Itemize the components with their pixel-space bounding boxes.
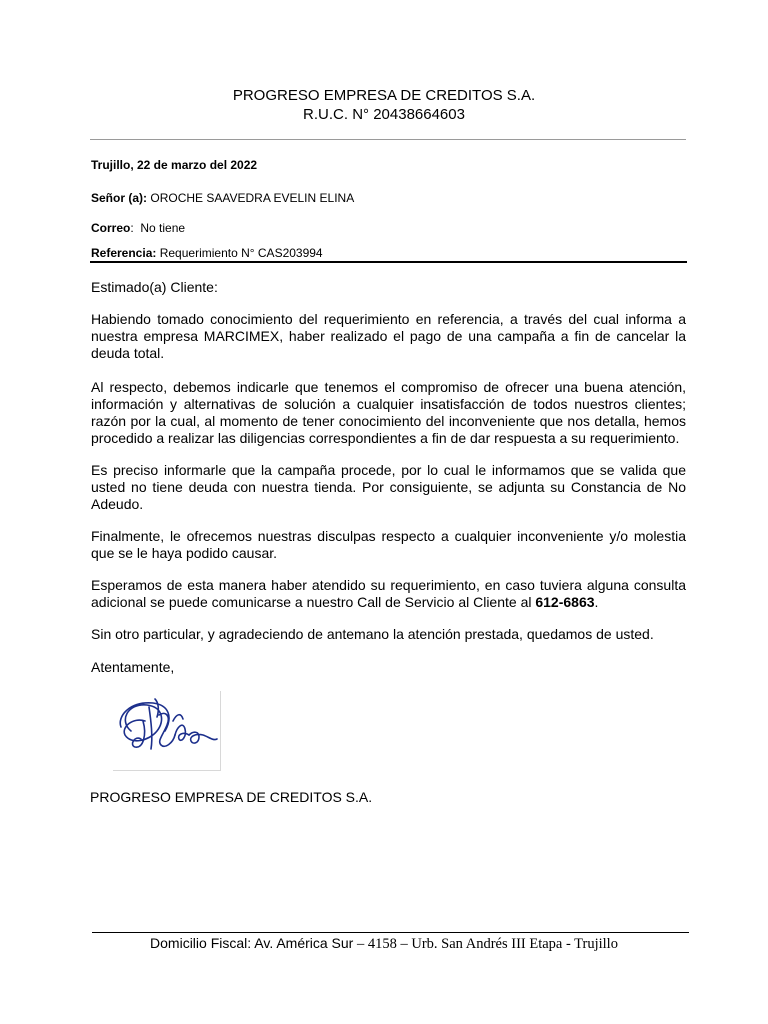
reference-label: Referencia: [91, 246, 157, 260]
footer-address-detail: – 4158 – Urb. San Andrés III Etapa - Trujillo [353, 936, 618, 952]
paragraph-5-end: . [594, 594, 599, 610]
greeting: Estimado(a) Cliente: [91, 279, 218, 295]
footer-divider [92, 932, 689, 933]
closing: Atentamente, [91, 659, 175, 675]
letterhead [0, 86, 768, 124]
footer-address [0, 935, 768, 953]
company-name: PROGRESO EMPRESA DE CREDITOS S.A. [232, 87, 536, 104]
signature-frame-bottom [113, 770, 221, 771]
recipient-line [91, 191, 354, 205]
recipient-label: Señor (a): [91, 191, 148, 205]
signature-image [113, 691, 221, 771]
paragraph-5 [91, 577, 686, 611]
signature-company: PROGRESO EMPRESA DE CREDITOS S.A. [90, 789, 373, 805]
reference-divider [90, 261, 687, 263]
ruc-number: R.U.C. N° 20438664603 [303, 106, 465, 123]
footer-label: Domicilio Fiscal: Av. América Sur [150, 935, 354, 951]
paragraph-4: Finalmente, le ofrecemos nuestras disculpas respecto a cualquier inconveniente y/o molestia que se le haya podido causar. [91, 528, 686, 561]
reference-line [91, 246, 323, 260]
reference-value: Requerimiento N° CAS203994 [159, 246, 323, 260]
signature-scribble [113, 691, 221, 771]
header-divider [90, 139, 686, 140]
paragraph-1: Habiendo tomado conocimiento del requerimiento en referencia, a través del cual informa a nuestra empresa MARCIMEX, haber realizado el pago de una campaña a fin de cancelar la deuda total. [91, 311, 686, 361]
paragraph-2: Al respecto, debemos indicarle que tenemos el compromiso de ofrecer una buena atención, información y alternativas de solución a cualquier insatisfacción de todos nuestros clientes; razón por la cual, al momento de tener conocimiento del inconveniente que nos detalla, hemos procedido a realizar las diligencias correspondientes a fin de dar respuesta a su requerimiento. [91, 379, 686, 446]
recipient-name: OROCHE SAAVEDRA EVELIN ELINA [150, 191, 355, 205]
phone-number: 612-6863 [535, 594, 595, 610]
paragraph-6: Sin otro particular, y agradeciendo de antemano la atención prestada, quedamos de usted. [91, 626, 654, 642]
email-line [91, 221, 185, 235]
email-value: : No tiene [130, 221, 186, 235]
paragraph-5-text: Esperamos de esta manera haber atendido su requerimiento, en caso tuviera alguna consulta adicional se puede comunicarse a nuestro Call de Servicio al Cliente al [91, 577, 686, 610]
email-label: Correo [91, 221, 131, 235]
paragraph-3: Es preciso informarle que la campaña procede, por lo cual le informamos que se valida que usted no tiene deuda con nuestra tienda. Por consiguiente, se adjunta su Constancia de No Adeudo. [91, 462, 686, 512]
letter-date: Trujillo, 22 de marzo del 2022 [91, 158, 258, 172]
signature-frame-right [220, 691, 221, 771]
